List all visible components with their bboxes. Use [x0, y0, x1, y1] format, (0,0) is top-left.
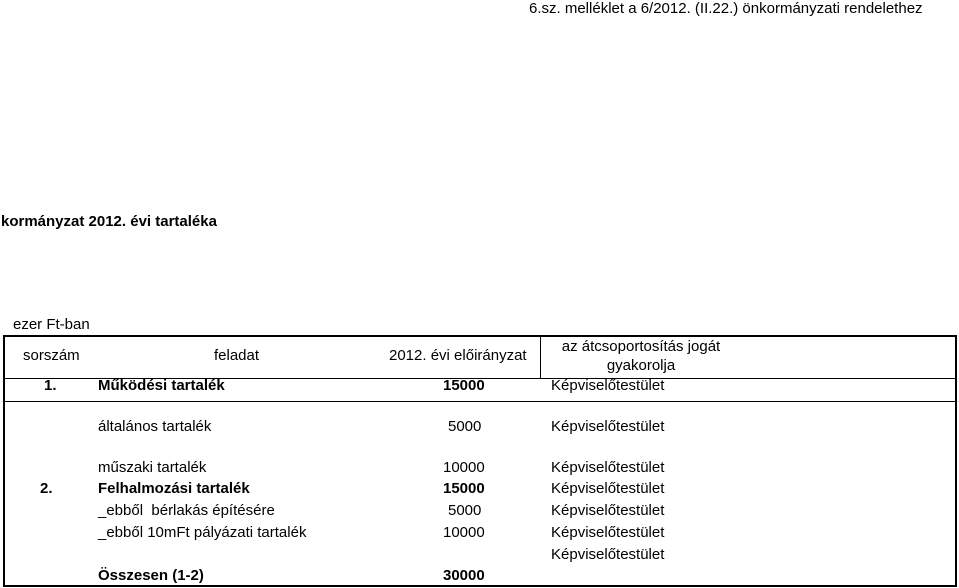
row-3-amount: 10000 [443, 459, 485, 476]
col-header-appropriation: 2012. évi előirányzat [389, 347, 527, 364]
row-6-task: _ebből 10mFt pályázati tartalék [98, 524, 307, 541]
row-1-amount: 15000 [443, 377, 485, 394]
table-top-rule [3, 335, 957, 337]
row-1-authority: Képviselőtestület [551, 377, 665, 394]
total-amount: 30000 [443, 567, 485, 584]
row-1-task: Működési tartalék [98, 377, 225, 394]
row-4-amount: 15000 [443, 480, 485, 497]
unit-label: ezer Ft-ban [13, 316, 90, 333]
row-4-task: Felhalmozási tartalék [98, 480, 250, 497]
row-rule [3, 401, 957, 402]
row-6-authority: Képviselőtestület [551, 524, 665, 541]
row-2-authority: Képviselőtestület [551, 418, 665, 435]
row-5-task: _ebből bérlakás építésére [98, 502, 275, 519]
page-title: kormányzat 2012. évi tartaléka [1, 213, 217, 230]
row-3-task: műszaki tartalék [98, 459, 207, 476]
row-5-authority: Képviselőtestület [551, 502, 665, 519]
table-bottom-rule [3, 585, 957, 587]
col-header-number: sorszám [23, 347, 80, 364]
row-5-amount: 5000 [448, 502, 482, 519]
row-2-amount: 5000 [448, 418, 482, 435]
row-4-number: 2. [40, 480, 53, 497]
col-header-regrouping-1: az átcsoportosítás jogát [561, 338, 721, 355]
row-6-amount: 10000 [443, 524, 485, 541]
row-2-task: általános tartalék [98, 418, 212, 435]
col-header-regrouping-2: gyakorolja [606, 357, 676, 374]
row-7-authority: Képviselőtestület [551, 546, 665, 563]
row-4-authority: Képviselőtestület [551, 480, 665, 497]
col-header-task: feladat [214, 347, 260, 364]
row-1-number: 1. [44, 377, 57, 394]
annex-reference: 6.sz. melléklet a 6/2012. (II.22.) önkormányzati rendelethez [529, 0, 923, 17]
row-3-authority: Képviselőtestület [551, 459, 665, 476]
total-label: Összesen (1-2) [98, 567, 204, 584]
